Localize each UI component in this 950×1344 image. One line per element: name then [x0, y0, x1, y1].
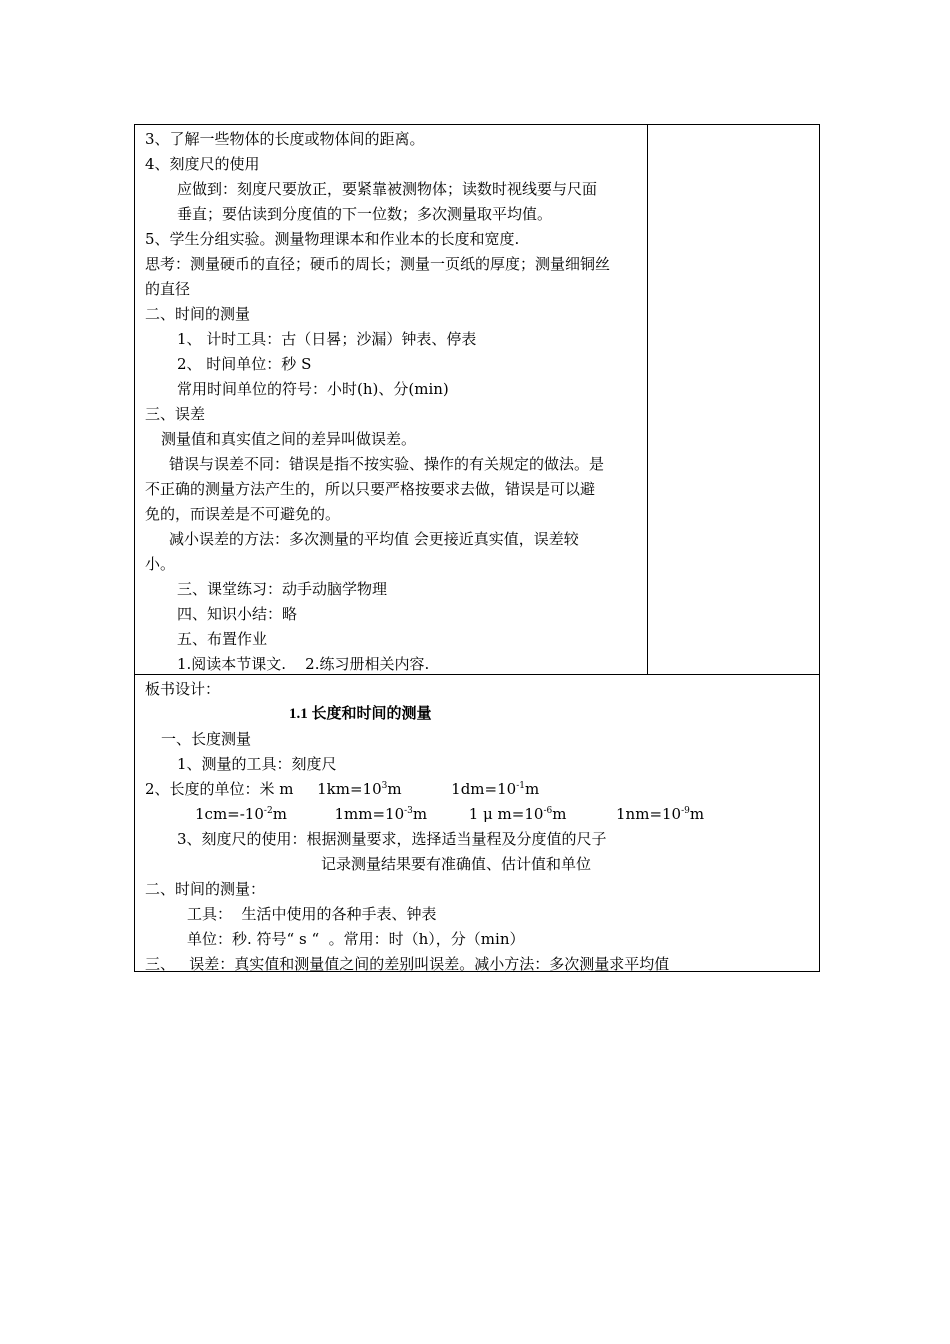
content-line: 5、学生分组实验。测量物理课本和作业本的长度和宽度.: [145, 230, 520, 248]
content-line: 1、 计时工具：古（日晷；沙漏）钟表、停表: [177, 330, 477, 348]
content-line: 错误与误差不同：错误是指不按实验、操作的有关规定的做法。是: [169, 455, 605, 473]
homework-line: 1.阅读本节课文. 2.练习册相关内容.: [177, 655, 430, 673]
board-line: 3、刻度尺的使用：根据测量要求，选择适当量程及分度值的尺子: [177, 830, 607, 848]
content-line: 应做到：刻度尺要放正，要紧靠被测物体；读数时视线要与尺面: [177, 180, 598, 198]
units-prefix: 2、长度的单位：米 m: [145, 780, 294, 798]
column-divider: [647, 125, 648, 674]
unit-cm: $1cm=-10^{-2}m$: [195, 805, 287, 823]
board-line: 单位：秒. 符号“ s “ 。常用：时（h），分（min）: [187, 930, 525, 948]
content-line: 减小误差的方法：多次测量的平均值 会更接近真实值，误差较: [169, 530, 579, 548]
section-heading: 三、误差: [145, 405, 206, 423]
content-line: 的直径: [145, 280, 191, 298]
content-line: 测量值和真实值之间的差异叫做误差。: [161, 430, 417, 448]
content-line: 思考：测量硬币的直径；硬币的周长；测量一页纸的厚度；测量细铜丝: [145, 255, 611, 273]
section-heading: 三、课堂练习：动手动脑学物理: [177, 580, 388, 598]
section-heading: 四、知识小结：略: [177, 605, 298, 623]
content-line: 垂直；要估读到分度值的下一位数；多次测量取平均值。: [177, 205, 553, 223]
content-line: 4、刻度尺的使用: [145, 155, 260, 173]
board-line: 三、 误差：真实值和测量值之间的差别叫误差。减小方法：多次测量求平均值: [145, 955, 670, 973]
unit-um: 1 μ $m=10^{-6}m$: [468, 805, 567, 823]
board-line: 工具： 生活中使用的各种手表、钟表: [187, 905, 437, 923]
unit-nm: $1nm=10^{-9}m$: [616, 805, 705, 823]
section-heading: 二、时间的测量: [145, 305, 251, 323]
content-line: 3、了解一些物体的长度或物体间的距离。: [145, 130, 425, 148]
content-line: 小。: [145, 555, 176, 573]
board-line: 1、测量的工具：刻度尺: [177, 755, 337, 773]
board-label: 板书设计：: [145, 680, 221, 698]
board-line: 记录测量结果要有准确值、估计值和单位: [321, 855, 592, 873]
section-heading: 五、布置作业: [177, 630, 268, 648]
board-line: 二、时间的测量：: [145, 880, 266, 898]
board-title: 1.1 长度和时间的测量: [289, 706, 432, 722]
unit-mm: $1mm=10^{-3}m$: [334, 805, 428, 823]
content-line: 2、 时间单位：秒 S: [177, 355, 312, 373]
content-line: 常用时间单位的符号：小时(h)、分(min): [177, 380, 449, 398]
content-line: 不正确的测量方法产生的，所以只要严格按要求去做，错误是可以避: [145, 480, 596, 498]
unit-km: $1km=10^3m$: [317, 780, 402, 798]
unit-dm: $1dm=10^{-1}m$: [451, 780, 540, 798]
board-line: 一、长度测量: [161, 730, 252, 748]
length-units-row: [145, 779, 539, 799]
content-line: 免的，而误差是不可避免的。: [145, 505, 341, 523]
lesson-table: [134, 124, 820, 972]
lesson-content-cell: [135, 125, 819, 675]
length-units-row: [195, 804, 704, 824]
